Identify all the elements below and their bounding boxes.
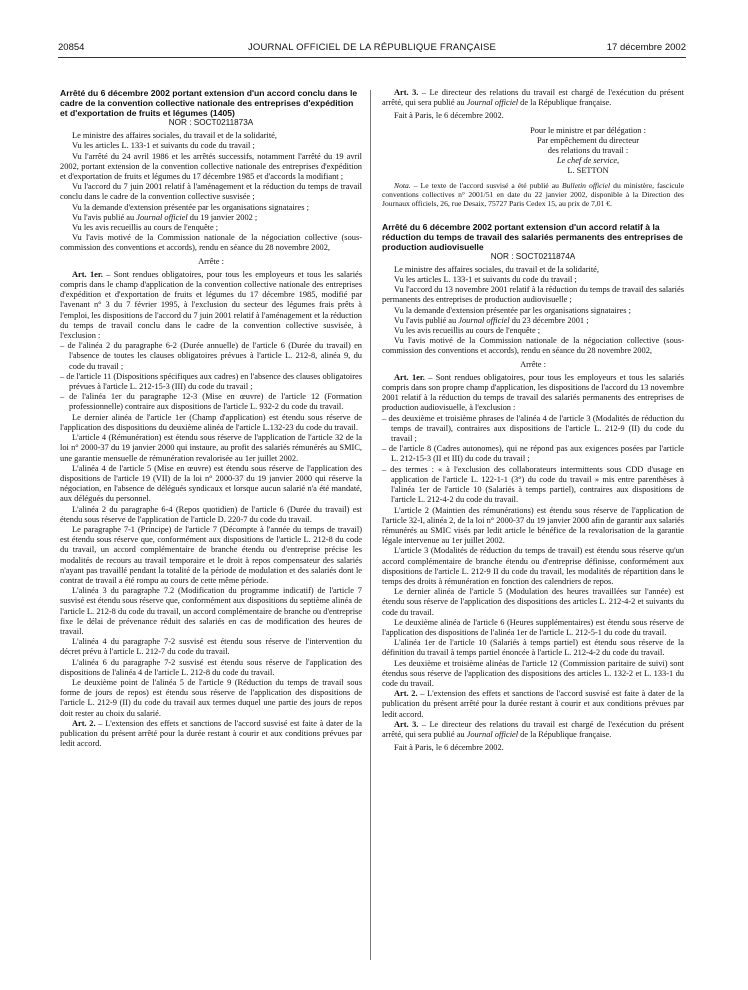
note bbox=[382, 181, 684, 208]
page-header bbox=[58, 42, 686, 56]
article-label: Art. 2. bbox=[72, 718, 96, 728]
signature-block bbox=[382, 126, 684, 177]
text-run: Journal officiel bbox=[136, 212, 188, 222]
right-column bbox=[382, 88, 684, 753]
decree-title: Arrêté du 6 décembre 2002 portant extension d'un accord relatif à la réduction du temps de travail des salariés permanents des entreprises de production audiovisuelle bbox=[382, 221, 683, 252]
column-divider bbox=[370, 90, 371, 960]
text-run: du ministère, fascicule conventions collectives n° 2001/51 en date du 22 janvier 2002, disponible à la Direction des Journaux officiels, 26, rue Desaix, 75727 Paris Cedex 15, au prix de 7,01 €. bbox=[382, 180, 684, 208]
paragraph: Le deuxième alinéa de l'article 6 (Heures supplémentaires) est étendu sous réserve de l'application des dispositions de l'alinéa 1er de l'article L. 212-5-1 du code du travail. bbox=[382, 617, 684, 637]
paragraph: Le deuxième point de l'alinéa 5 de l'article 9 (Réduction du temps de travail sous forme de jours de repos) est étendu sous réserve de l'application des dispositions de l'article L. 212-9 (II) du code du travail aux termes duquel une partie des jours de repos doit rester au choix du salarié. bbox=[60, 677, 362, 718]
list-item: – des deuxième et troisième phrases de l'alinéa 4 de l'article 3 (Modalités de réduction du temps de travail), contraires aux dispositions de l'article L. 212-9 (II) du code du travail ; bbox=[382, 413, 684, 444]
article-paragraph bbox=[60, 719, 362, 750]
paragraph: Le ministre des affaires sociales, du travail et de la solidarité, bbox=[394, 264, 599, 274]
note-label: Nota. bbox=[394, 180, 411, 190]
signature-line: Par empêchement du directeur bbox=[536, 135, 640, 145]
article-paragraph bbox=[382, 689, 684, 720]
text-run: Vu l'avis publié au bbox=[72, 212, 137, 222]
paragraph: Vu l'accord du 7 juin 2001 relatif à l'aménagement et la réduction du temps de travail conclu dans le cadre de la convention collective susvisée ; bbox=[60, 182, 362, 202]
article-label: Art. 3. bbox=[394, 88, 419, 97]
paragraph: Vu l'avis motivé de la Commission nationale de la négociation collective (sous-commission des conventions et accords), rendu en séance du 28 novembre 2002, bbox=[60, 233, 362, 253]
article-paragraph bbox=[382, 88, 684, 108]
article-label: Art. 3. bbox=[394, 719, 419, 729]
text-run: – Le directeur des relations du travail est chargé de l'exécution du présent arrêté, qui sera publié au bbox=[382, 88, 684, 108]
article-label: Art. 1er. bbox=[72, 269, 103, 279]
paragraph: Le paragraphe 7-1 (Principe) de l'article 7 (Décompte à l'année du temps de travail) est étendu sous réserve que, conformément aux dispositions de l'article L. 212-8 du code du travail, un accord complémentaire de branche étendu ou d'entreprise précise les modalités de recours au travail temporaire et le droit à repos compensateur des salariés n'ayant pas travaillé pendant la totalité de la période de modulation et des salariés dont le contrat de travail a été rompu au cours de cette même période. bbox=[60, 524, 362, 585]
paragraph: L'alinéa 4 de l'article 5 (Mise en œuvre) est étendu sous réserve de l'application des dispositions de l'article 19 (VII) de la loi n° 2000-37 du 19 janvier 2000 qui réserve la négociation, en l'absence de délégués syndicaux et lorsque aucun salarié n'a été mandaté, aux délégués du personnel. bbox=[60, 463, 362, 504]
text-run: de la République française. bbox=[518, 729, 612, 739]
paragraph: Vu l'arrêté du 24 avril 1986 et les arrêtés successifs, notamment l'arrêté du 19 avril 2002, portant extension de la convention collective nationale des entreprises d'expédition et d'exportation de fruits et légumes du 17 décembre 1985 et d'accords la modifiant ; bbox=[60, 151, 362, 182]
paragraph: Vu l'avis motivé de la Commission nationale de la négociation collective (sous-commission des conventions et accords), rendu en séance du 28 novembre 2002, bbox=[382, 336, 684, 356]
paragraph: Vu les articles L. 133-1 et suivants du code du travail ; bbox=[394, 275, 577, 285]
text-run: Vu l'avis publié au bbox=[394, 315, 459, 325]
paragraph: Les deuxième et troisième alinéas de l'article 12 (Commission paritaire de suivi) sont étendus sous réserve de l'application des dispositions des articles L. 132-2 et L. 133-1 du code du travail. bbox=[382, 658, 684, 688]
paragraph: L'alinéa 1er de l'article 10 (Salariés à temps partiel) est étendu sous réserve de la définition du travail à temps partiel énoncée à l'article L. 212-4-2 du code du travail. bbox=[382, 638, 684, 658]
article-paragraph bbox=[382, 373, 684, 414]
article-label: Art. 1er. bbox=[394, 372, 425, 382]
signatory-name: L. SETTON bbox=[567, 166, 609, 176]
journal-title: JOURNAL OFFICIEL DE LA RÉPUBLIQUE FRANÇAISE bbox=[247, 42, 497, 53]
list-item: – de l'article 11 (Dispositions spécifiques aux cadres) en l'absence des clauses obligatoires prévues à l'article L. 212-15-3 (III) du code du travail ; bbox=[60, 371, 362, 392]
list-item: – des termes : « à l'exclusion des collaborateurs intermittents sous CDD d'usage en application de l'article L. 122-1-1 (3°) du code du travail » mis entre parenthèses à l'alinéa 1er de l'article 10 (Salariés à temps partiel), contraires aux dispositions de l'article L. 212-4-2 du code du travail. bbox=[382, 464, 684, 505]
text-run: – Sont rendues obligatoires, pour tous les employeurs et tous les salariés compris dans son propre champ d'application, les dispositions de l'accord du 13 novembre 2001 relatif à la réduction du temps de travail des salariés permanents des entreprises de production audiovisuelle, à l'exclusion : bbox=[382, 372, 684, 413]
paragraph: L'article 4 (Rémunération) est étendu sous réserve de l'application de l'article 32 de la loi n° 2000-37 du 19 janvier 2000 qui instaure, au profit des salariés rémunérés au SMIC, une garantie mensuelle de rémunération revalorisée au 1er juillet 2002. bbox=[60, 433, 362, 463]
text-run: – Sont rendues obligatoires, pour tous les employeurs et tous les salariés compris dans le champ d'application de la convention collective nationale des entreprises d'expédition et d'exportation de fruits et légumes du 17 décembre 1985, modifié par l'avenant n° 3 du 7 février 1995, à l'exclusion du secteur des légumes frais prêts à l'emploi, les dispositions de l'accord du 7 juin 2001 relatif à l'aménagement et la réduction du temps de travail conclu dans le cadre de la convention collective susvisée, à l'exclusion : bbox=[60, 269, 362, 341]
paragraph bbox=[382, 316, 684, 326]
paragraph: Vu les avis recueillis au cours de l'enquête ; bbox=[394, 326, 541, 336]
nor-reference: NOR : SOCT0211873A bbox=[168, 118, 254, 127]
arrete-heading: Arrête : bbox=[198, 256, 224, 266]
paragraph: L'article 2 (Maintien des rémunérations) est étendu sous réserve de l'application de l'article 32-I, alinéa 2, de la loi n° 2000-37 du 19 janvier 2000 afin de garantir aux salariés rémunérés au SMIC visés par ledit article le bénéfice de la revalorisation de la garantie légale intervenue au 1er juillet 2002. bbox=[382, 505, 684, 546]
text-run: Journal officiel bbox=[458, 315, 510, 325]
signature-place-date: Fait à Paris, le 6 décembre 2002. bbox=[394, 111, 504, 121]
signature-line: Le chef de service, bbox=[556, 156, 620, 166]
paragraph: Le dernier alinéa de l'article 5 (Modulation des heures travaillées sur l'année) est étendu sous réserve de l'application des dispositions des articles L. 212-4-2 et suivants du code du travail. bbox=[382, 587, 684, 617]
arrete-heading: Arrête : bbox=[520, 359, 546, 369]
paragraph: Vu la demande d'extension présentée par les organisations signataires ; bbox=[394, 305, 631, 315]
text-run: Bulletin officiel bbox=[561, 180, 611, 190]
article-paragraph bbox=[382, 720, 684, 740]
paragraph: Vu les avis recueillis au cours de l'enquête ; bbox=[72, 223, 219, 233]
paragraph: L'alinéa 4 du paragraphe 7-2 susvisé est étendu sous réserve de l'intervention du décret prévu à l'article L. 212-7 du code du travail. bbox=[60, 637, 362, 657]
paragraph: Vu la demande d'extension présentée par les organisations signataires ; bbox=[72, 202, 309, 212]
paragraph: Le dernier alinéa de l'article 1er (Champ d'application) est étendu sous réserve de l'application des dispositions du deuxième alinéa de l'article L.132-23 du code du travail. bbox=[60, 412, 362, 432]
signature-place-date: Fait à Paris, le 6 décembre 2002. bbox=[394, 743, 504, 753]
paragraph: L'alinéa 2 du paragraphe 6-4 (Repos quotidien) de l'article 6 (Durée du travail) est étendu sous réserve de l'application de l'article D. 220-7 du code du travail. bbox=[60, 504, 362, 524]
decree-title: Arrêté du 6 décembre 2002 portant extension d'un accord conclu dans le cadre de la convention collective nationale des entreprises d'expédition et d'exportation de fruits et légumes (1405) bbox=[60, 88, 358, 118]
text-run: – L'extension des effets et sanctions de l'accord susvisé est faite à dater de la publication du présent arrêté pour la durée restant à courir et aux conditions prévues par ledit accord. bbox=[382, 689, 684, 719]
paragraph: L'alinéa 3 du paragraphe 7.2 (Modification du programme indicatif) de l'article 7 susvisé est étendu sous réserve que, conformément aux dispositions du septième alinéa de l'article L. 212-8 du code du travail, un accord complémentaire de branche ou d'entreprise fixe le délai de prévenance réduit des salariés en cas de modification des heures de travail. bbox=[60, 586, 362, 636]
text-run: de la République française. bbox=[518, 98, 612, 108]
paragraph: Vu les articles L. 133-1 et suivants du code du travail ; bbox=[72, 141, 255, 151]
text-run: – L'extension des effets et sanctions de l'accord susvisé est faite à dater de la publication du présent arrêté pour la durée restant à courir et aux conditions prévues par ledit accord. bbox=[60, 718, 362, 749]
text-run: Journal officiel bbox=[466, 729, 519, 739]
list-item: – de l'article 8 (Cadres autonomes), qui ne répond pas aux exigences posées par l'article L. 212-15-3 (II et III) du code du travail ; bbox=[382, 444, 684, 464]
article-label: Art. 2. bbox=[394, 689, 418, 699]
paragraph: L'article 3 (Modalités de réduction du temps de travail) est étendu sous réserve qu'un accord complémentaire de branche étendu ou d'entreprise définisse, conformément aux dispositions de l'article L. 212-9 II du code du travail, les modalités de répartition dans le temps des droits à rémunération en fonction des calendriers de repos. bbox=[382, 546, 684, 586]
text-run: du 23 décembre 2001 ; bbox=[509, 315, 589, 325]
nor-reference: NOR : SOCT0211874A bbox=[490, 251, 576, 261]
text-run: du 19 janvier 2002 ; bbox=[187, 212, 258, 222]
text-run: – Le directeur des relations du travail est chargé de l'exécution du présent arrêté, qui sera publié au bbox=[382, 719, 684, 739]
text-run: – Le texte de l'accord susvisé a été publié au bbox=[410, 180, 562, 190]
paragraph: Le ministre des affaires sociales, du travail et de la solidarité, bbox=[72, 131, 277, 141]
left-column bbox=[60, 88, 362, 749]
header-rule bbox=[58, 57, 686, 58]
page-number: 20854 bbox=[58, 42, 85, 53]
article-paragraph bbox=[60, 270, 362, 341]
list-item: – de l'alinéa 1er du paragraphe 12-3 (Mise en œuvre) de l'article 12 (Formation professionnelle) contraire aux dispositions de l'article L. 932-2 du code du travail. bbox=[60, 392, 362, 412]
issue-date: 17 décembre 2002 bbox=[606, 42, 686, 53]
signature-line: Pour le ministre et par délégation : bbox=[530, 125, 646, 135]
paragraph: L'alinéa 6 du paragraphe 7-2 susvisé est étendu sous réserve de l'application des dispositions de l'alinéa 4 de l'article L. 212-8 du code du travail. bbox=[60, 657, 362, 677]
list-item: – de l'alinéa 2 du paragraphe 6-2 (Durée annuelle) de l'article 6 (Durée du travail) en l'absence de toutes les clauses obligatoires prévues à l'article L. 212-8, alinéa 9, du code du travail ; bbox=[60, 341, 362, 371]
paragraph: Vu l'accord du 13 novembre 2001 relatif à la réduction du temps de travail des salariés permanents des entreprises de production audiovisuelle ; bbox=[382, 285, 684, 305]
text-run: Journal officiel bbox=[466, 98, 519, 108]
paragraph bbox=[60, 213, 362, 223]
signature-line: des relations du travail : bbox=[547, 146, 629, 156]
